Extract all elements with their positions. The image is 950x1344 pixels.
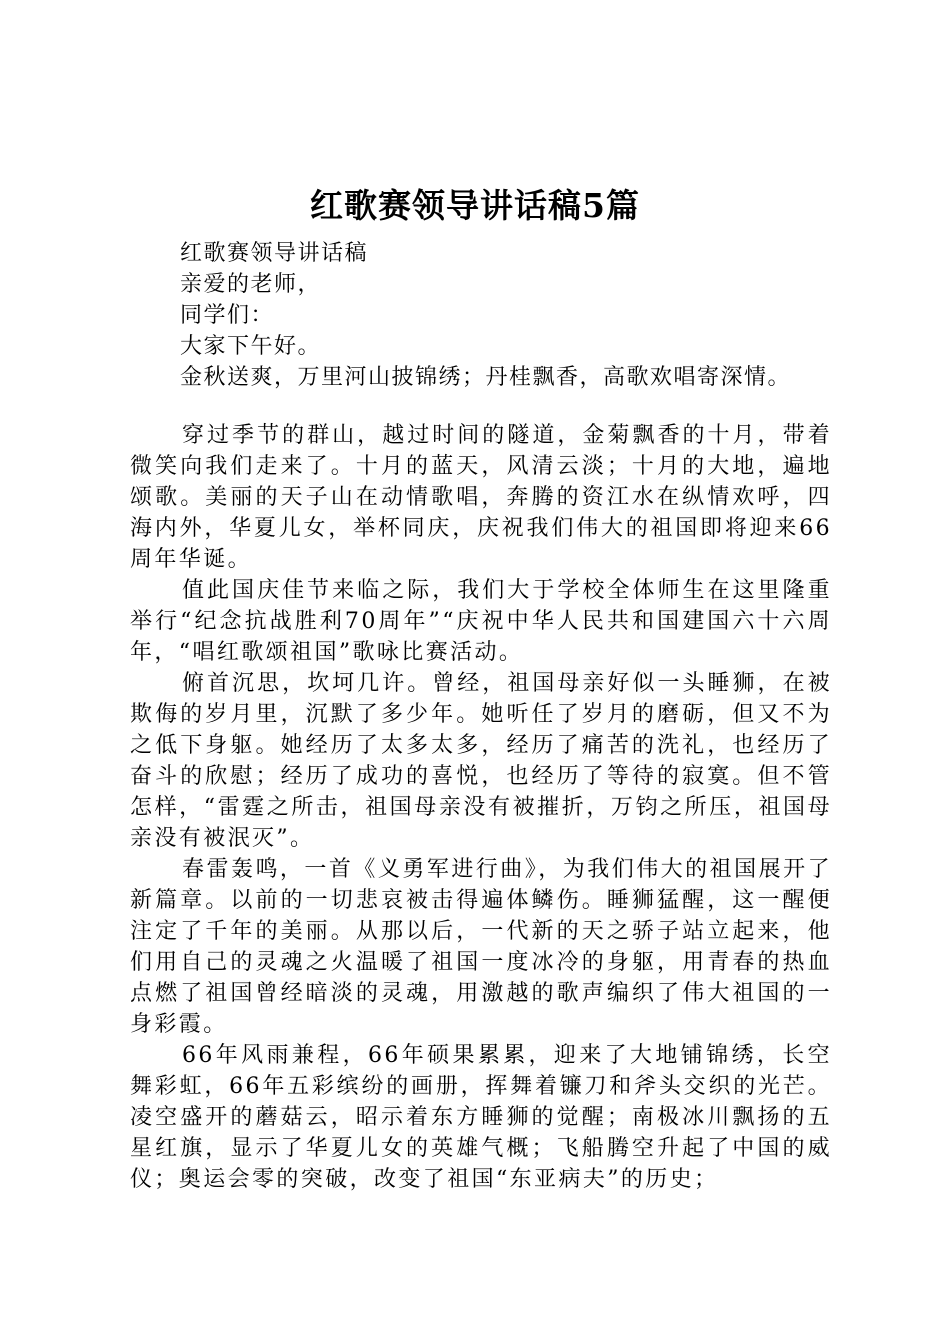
paragraph: 66年风雨兼程，66年硕果累累，迎来了大地铺锦绣，长空舞彩虹，66年五彩缤纷的画册，挥舞着镰刀和斧头交织的光芒。凌空盛开的蘑菇云，昭示着东方睡狮的觉醒；南极冰川飘扬的五星红旗，显示了华夏儿女的英雄气概；飞船腾空升起了中国的威仪；奥运会零的突破，改变了祖国“东亚病夫”的历史； — [130, 1043, 832, 1192]
body-text — [130, 420, 832, 1195]
intro-line-greeting-teachers: 亲爱的老师， — [180, 272, 322, 297]
paragraph: 春雷轰鸣，一首《义勇军进行曲》，为我们伟大的祖国展开了新篇章。以前的一切悲哀被击得遍体鳞伤。睡狮猛醒，这一醒便注定了千年的美丽。从那以后，一代新的天之骄子站立起来，他们用自己的灵魂之火温暖了祖国一度冰冷的身躯，用青春的热血点燃了祖国曾经暗淡的灵魂，用激越的歌声编织了伟大祖国的一身彩霞。 — [130, 857, 832, 1037]
intro-block — [180, 238, 900, 393]
paragraph: 穿过季节的群山，越过时间的隧道，金菊飘香的十月，带着微笑向我们走来了。十月的蓝天，风清云淡；十月的大地，遍地颂歌。美丽的天子山在动情歌唱，奔腾的资江水在纵情欢呼，四海内外，华夏儿女，举杯同庆，庆祝我们伟大的祖国即将迎来66周年华诞。 — [130, 423, 832, 572]
intro-line-opening: 金秋送爽，万里河山披锦绣；丹桂飘香，高歌欢唱寄深情。 — [180, 365, 792, 390]
intro-line-good-afternoon: 大家下午好。 — [180, 334, 322, 359]
document-title: 红歌赛领导讲话稿5篇 — [310, 186, 640, 225]
paragraph: 俯首沉思，坎坷几许。曾经，祖国母亲好似一头睡狮，在被欺侮的岁月里，沉默了多少年。她听任了岁月的磨砺，但又不为之低下身躯。她经历了太多太多，经历了痛苦的洗礼，也经历了奋斗的欣慰；经历了成功的喜悦，也经历了等待的寂寞。但不管怎样，“雷霆之所击，祖国母亲没有被摧折，万钧之所压，祖国母亲没有被泯灭”。 — [130, 671, 832, 851]
paragraph: 值此国庆佳节来临之际，我们大于学校全体师生在这里隆重举行“纪念抗战胜利70周年”“庆祝中华人民共和国建国六十六周年，“唱红歌颂祖国”歌咏比赛活动。 — [130, 578, 832, 665]
intro-line-greeting-students: 同学们： — [180, 303, 275, 328]
intro-line-subtitle: 红歌赛领导讲话稿 — [180, 241, 369, 266]
